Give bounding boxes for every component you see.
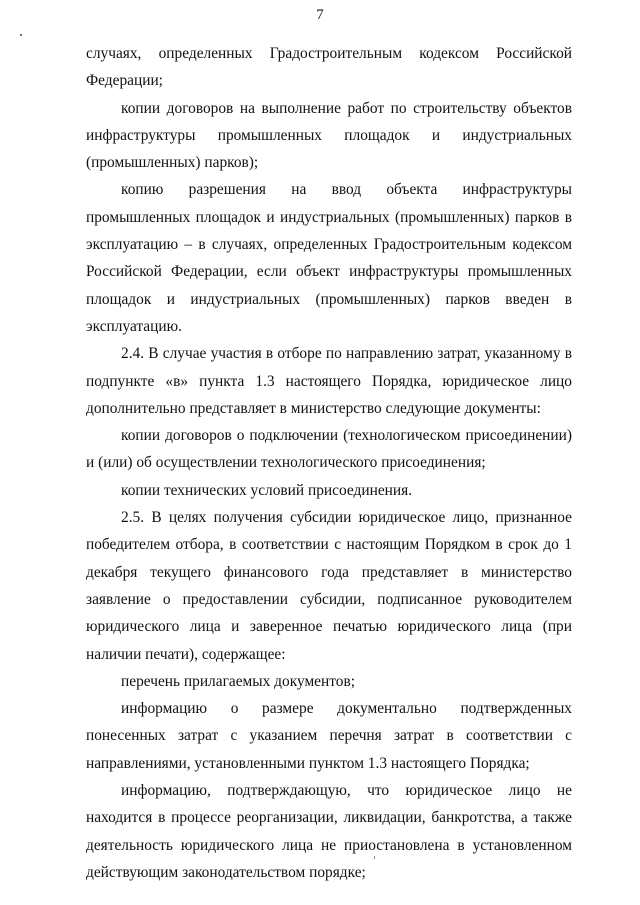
paragraph-construction-contracts: копии договоров на выполнение работ по строительству объектов инфраструктуры промышленных площадок и индустриальных (промышленных) парков); bbox=[86, 99, 572, 172]
document-body bbox=[86, 40, 572, 886]
paragraph-technical-conditions: копии технических условий присоединения. bbox=[121, 481, 413, 499]
paragraph-status-information: информацию, подтверждающую, что юридическое лицо не находится в процессе реорганизации, ликвидации, банкротства, а также деятельность юридического лица не приостановлена в установленном действующим законодательством порядке; bbox=[86, 782, 572, 881]
paragraph-costs-information: информацию о размере документально подтвержденных понесенных затрат с указанием перечня затрат в соответствии с направлениями, установленными пунктом 1.3 настоящего Порядка; bbox=[86, 700, 572, 772]
paragraph-commissioning-permit: копию разрешения на ввод объекта инфраструктуры промышленных площадок и индустриальных (промышленных) парков в эксплуатацию – в случаях, определенных Градостроительным кодексом Российской Федерации, если объект инфраструктуры промышленных площадок и индустриальных (промышленных) парков введен в эксплуатацию. bbox=[86, 181, 572, 335]
paragraph-clause-2-5: 2.5. В целях получения субсидии юридическое лицо, признанное победителем отбора, в соответствии с настоящим Порядком в срок до 1 декабря текущего финансового года представляет в министерство заявление о предоставлении субсидии, подписанное руководителем юридического лица и заверенное печатью юридического лица (при наличии печати), содержащее: bbox=[86, 509, 572, 663]
scan-mark bbox=[20, 34, 22, 36]
paragraph-clause-2-4: 2.4. В случае участия в отборе по направлению затрат, указанному в подпункте «в» пункта 1.3 настоящего Порядка, юридическое лицо дополнительно представляет в министерство следующие документы: bbox=[86, 345, 572, 417]
paragraph-connection-contracts: копии договоров о подключении (технологическом присоединении) и (или) об осуществлении технологического присоединения; bbox=[86, 427, 572, 472]
page-number: 7 bbox=[316, 7, 324, 23]
paragraph-document-list: перечень прилагаемых документов; bbox=[121, 672, 356, 690]
paragraph-continuation: случаях, определенных Градостроительным кодексом Российской Федерации; bbox=[86, 45, 572, 90]
